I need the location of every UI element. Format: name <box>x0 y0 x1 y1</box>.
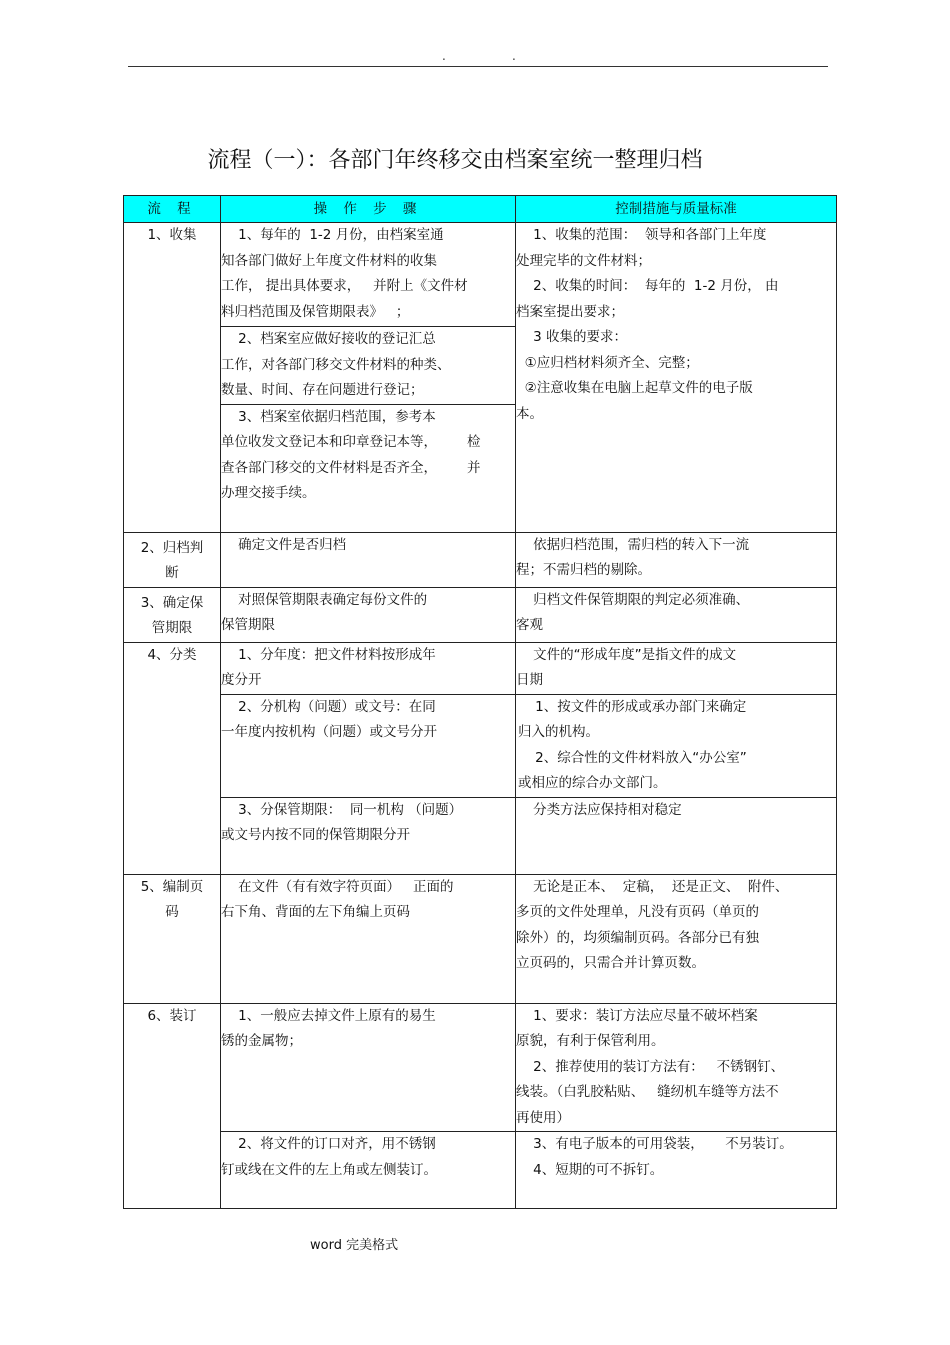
cell-line: 1、收集的范围： 领导和各部门上年度 <box>516 227 767 243</box>
op-cell <box>221 532 516 587</box>
cell-line: 料归档范围及保管期限表》 ； <box>221 303 410 320</box>
cell-line: 原貌，有利于保管利用。 <box>516 1033 665 1049</box>
ctl-cell <box>516 874 837 1003</box>
flow-cell <box>124 874 221 1003</box>
table-row <box>124 1132 837 1209</box>
cell-line: 管期限 <box>151 620 193 636</box>
process-table <box>123 195 837 1209</box>
flow-cell: 6、装订 <box>124 1003 221 1209</box>
cell-line: 一年度内按机构（问题）或文号分开 <box>221 724 437 740</box>
cell-line: 日期 <box>516 672 543 688</box>
cell-line: 度分开 <box>221 672 262 688</box>
table-row <box>124 223 837 327</box>
op-cell <box>221 404 516 532</box>
op-cell <box>221 327 516 405</box>
table-row <box>124 532 837 587</box>
header-dot: . <box>512 49 516 63</box>
cell-line: 3 收集的要求： <box>516 329 628 345</box>
table-row <box>124 587 837 642</box>
cell-line: 3、档案室依据归档范围，参考本 <box>221 408 436 425</box>
flow-cell: 4、分类 <box>124 642 221 874</box>
cell-line: 1、分年度：把文件材料按形成年 <box>221 646 436 663</box>
cell-line: 2、综合性的文件材料放入“办公室” <box>518 749 747 766</box>
ctl-cell <box>516 1132 837 1209</box>
cell-line: 2、归档判 <box>140 539 204 556</box>
cell-line: 归入的机构。 <box>518 724 599 740</box>
cell-line: 1、按文件的形成或承办部门来确定 <box>518 698 747 715</box>
cell-line: 归档文件保管期限的判定必须准确、 <box>516 591 750 608</box>
cell-line: 保管期限 <box>221 617 275 633</box>
op-cell <box>221 1003 516 1132</box>
cell-line: 断 <box>165 565 179 581</box>
cell-line: 在文件（有有效字符页面） 正面的 <box>221 878 454 895</box>
cell-line: 多页的文件处理单，凡没有页码（单页的 <box>516 904 759 920</box>
table-row <box>124 1003 837 1132</box>
cell-line: 1、一般应去掉文件上原有的易生 <box>221 1007 436 1024</box>
cell-line: 文件的“形成年度”是指文件的成文 <box>516 646 737 663</box>
cell-line: 查各部门移交的文件材料是否齐全， 并 <box>221 459 481 476</box>
ctl-cell <box>516 1003 837 1132</box>
flow-cell <box>124 532 221 587</box>
cell-line: 程；不需归档的剔除。 <box>516 562 651 578</box>
cell-line: 5、编制页 <box>140 878 204 895</box>
cell-line: 处理完毕的文件材料； <box>516 252 651 269</box>
ctl-cell <box>516 587 837 642</box>
cell-line: 单位收发文登记本和印章登记本等， 检 <box>221 434 481 450</box>
header-dot: . <box>442 49 446 63</box>
cell-line: 本。 <box>516 405 543 422</box>
cell-line: 无论是正本、 定稿， 还是正文、 附件、 <box>516 878 789 895</box>
cell-line: 线装。（白乳胶粘贴、 缝纫机车缝等方法不 <box>516 1084 779 1100</box>
op-cell <box>221 642 516 694</box>
cell-line: 档案室提出要求； <box>516 303 624 320</box>
cell-line: 除外）的，均须编制页码。各部分已有独 <box>516 929 759 946</box>
cell-line: 2、将文件的订口对齐，用不锈钢 <box>221 1136 436 1152</box>
flow-cell: 1、收集 <box>124 223 221 533</box>
header-flow: 流 程 <box>124 196 221 223</box>
cell-line: 锈的金属物； <box>221 1033 302 1049</box>
table-row <box>124 694 837 797</box>
cell-line: ①应归档材料须齐全、完整； <box>516 354 699 371</box>
op-cell <box>221 797 516 874</box>
ctl-cell <box>516 223 837 533</box>
ctl-cell <box>516 642 837 694</box>
cell-line: 1、每年的 1-2 月份，由档案室通 <box>221 227 444 243</box>
cell-line: 客观 <box>516 617 543 633</box>
ctl-cell <box>516 694 837 797</box>
op-cell <box>221 694 516 797</box>
cell-line: ②注意收集在电脑上起草文件的电子版 <box>516 380 753 396</box>
cell-line: 3、分保管期限： 同一机构 （问题） <box>221 801 463 818</box>
cell-line: 或文号内按不同的保管期限分开 <box>221 827 410 843</box>
cell-line: 2、分机构（问题）或文号：在同 <box>221 698 436 715</box>
header-ctl: 控制措施与质量标准 <box>516 196 837 223</box>
ctl-cell <box>516 797 837 874</box>
cell-line: 右下角、背面的左下角编上页码 <box>221 904 410 920</box>
cell-line: 码 <box>165 904 179 920</box>
cell-line: 4、短期的可不拆钉。 <box>516 1161 664 1178</box>
table-header-row <box>124 196 837 223</box>
op-cell <box>221 874 516 1003</box>
cell-line: 工作，对各部门移交文件材料的种类、 <box>221 356 451 373</box>
table-row <box>124 874 837 1003</box>
cell-line: 1、要求：装订方法应尽量不破坏档案 <box>516 1007 758 1024</box>
cell-line: 依据归档范围，需归档的转入下一流 <box>516 536 750 553</box>
cell-line: 2、收集的时间： 每年的 1-2 月份， 由 <box>516 278 779 294</box>
cell-line: 2、档案室应做好接收的登记汇总 <box>221 331 436 347</box>
header-rule <box>128 66 828 67</box>
cell-line: 分类方法应保持相对稳定 <box>516 801 682 818</box>
cell-line: 3、确定保 <box>140 594 204 611</box>
op-cell <box>221 587 516 642</box>
cell-line: 钉或线在文件的左上角或左侧装订。 <box>221 1161 437 1178</box>
ctl-cell <box>516 532 837 587</box>
footer-text: word 完美格式 <box>310 1238 399 1253</box>
cell-line: 工作， 提出具体要求， 并附上《文件材 <box>221 278 468 294</box>
header-op: 操 作 步 骤 <box>221 196 516 223</box>
flow-cell <box>124 587 221 642</box>
cell-line: 3、有电子版本的可用袋装， 不另装订。 <box>516 1136 793 1152</box>
cell-line: 2、推荐使用的装订方法有： 不锈钢钉、 <box>516 1058 785 1075</box>
cell-line: 或相应的综合办文部门。 <box>518 775 667 791</box>
cell-line: 数量、时间、存在问题进行登记； <box>221 382 424 398</box>
op-cell <box>221 223 516 327</box>
cell-line: 立页码的，只需合并计算页数。 <box>516 955 705 971</box>
cell-line: 知各部门做好上年度文件材料的收集 <box>221 252 437 269</box>
cell-line: 办理交接手续。 <box>221 485 316 501</box>
page-title: 流程（一）：各部门年终移交由档案室统一整理归档 <box>207 148 703 173</box>
cell-line: 对照保管期限表确定每份文件的 <box>221 591 428 608</box>
cell-line: 确定文件是否归档 <box>221 536 347 553</box>
table-row <box>124 797 837 874</box>
table-row <box>124 642 837 694</box>
op-cell <box>221 1132 516 1209</box>
cell-line: 再使用） <box>516 1109 570 1126</box>
